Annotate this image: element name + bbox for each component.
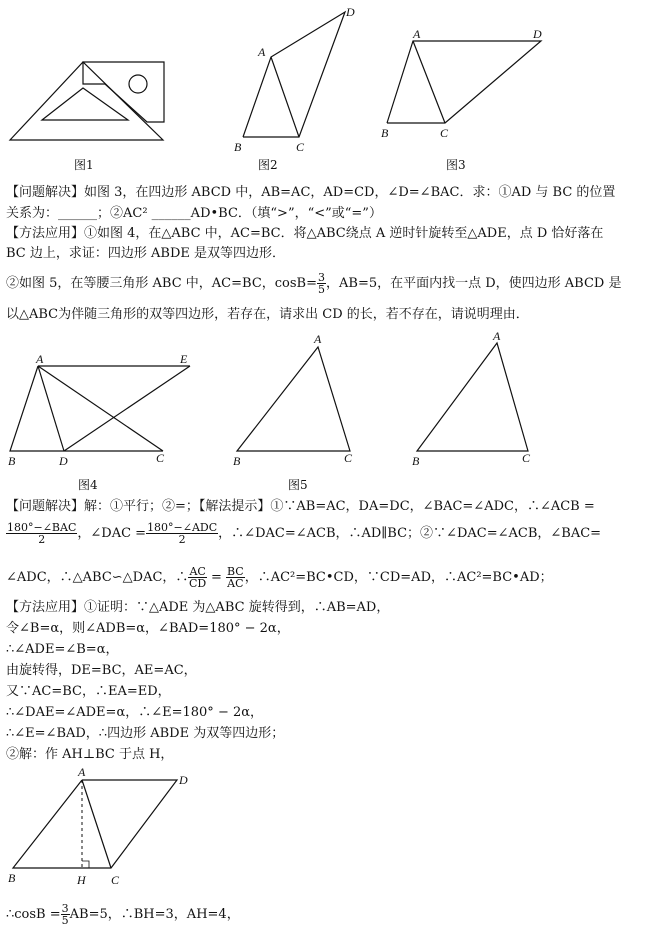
proof-line-2: 令∠B=α，则∠ADB=α，∠BAD=180° − 2α， — [6, 621, 290, 636]
proof-line-6: ∴∠DAE=∠ADE=α，∴∠E=180° − 2α， — [6, 705, 264, 720]
solution-line-3: ∠ADC，∴△ABC∽△DAC，∴ $\frac{AC}{CD}$ = $\frac{BC}{AC}$ ，∴AC²=BC•CD，∵CD=AD，∴AC²=BC•AD； — [6, 565, 553, 590]
fig4-label-a: A — [36, 352, 44, 366]
proof-line-1: 【方法应用】①证明：∵△ADE 为△ABC 旋转得到，∴AB=AD， — [6, 600, 390, 615]
proof-line-5: 又∵AC=BC，∴EA=ED， — [6, 684, 171, 699]
fig5b-label-a: A — [493, 329, 501, 343]
problem-line-5-pre: ②如图 5，在等腰三角形 ABC 中，AC=BC，cosB= — [6, 276, 317, 291]
fig4-label-c: C — [156, 451, 165, 465]
problem-line-5-post: ，AB=5，在平面内找一点 D，使四边形 ABCD 是 — [326, 276, 622, 291]
solution-line-2: $\frac{\text{180°−∠BAC}}{2}$ ，∠DAC = $\frac{\text{180°−∠ADC}}{2}$ ，∴∠DAC=∠ACB，∴AD∥BC；②∵∠DAC=∠ACB，∠BAC= — [7, 521, 602, 546]
last-cos-fraction: $\frac{3}{5}$ — [61, 902, 69, 927]
fig3-label-b: B — [381, 126, 389, 140]
proof-line-7: ∴∠E=∠BAD，∴四边形 ABDE 为双等四边形； — [6, 726, 285, 741]
solution-line-1: 【问题解决】解：①平行；②=；【解法提示】①∵AB=AC，DA=DC，∠BAC=∠ADC，∴∠ACB = — [6, 499, 595, 514]
fig5b-label-c: C — [522, 451, 531, 465]
fig6-label-d: D — [179, 773, 188, 787]
cos-fraction: $\frac{3}{5}$ — [318, 271, 325, 296]
figure-5-caption: 图5 — [288, 478, 308, 492]
problem-line-4: BC 边上，求证：四边形 ABDE 是双等四边形． — [6, 246, 285, 261]
fig5a-label-a: A — [314, 332, 322, 346]
figure-4-caption: 图4 — [78, 478, 98, 492]
fig2-label-c: C — [296, 140, 305, 154]
fig6-label-b: B — [8, 871, 16, 885]
fig4-label-e: E — [180, 352, 188, 366]
fig5a-label-c: C — [344, 451, 353, 465]
fig2-label-b: B — [234, 140, 242, 154]
fraction-dac: $\frac{\text{180°−∠ADC}}{2}$ — [147, 521, 218, 546]
figure-2-caption: 图2 — [258, 158, 278, 172]
fig3-label-d: D — [533, 27, 542, 41]
figure-1-caption: 图1 — [74, 158, 94, 172]
problem-line-1: 【问题解决】如图 3，在四边形 ABCD 中，AB=AC，AD=CD，∠D=∠BAC．求：①AD 与 BC 的位置 — [6, 185, 616, 200]
fig2-label-d: D — [346, 5, 355, 19]
problem-line-3: 【方法应用】①如图 4，在△ABC 中，AC=BC．将△ABC绕点 A 逆时针旋转至△ADE，点 D 恰好落在 — [6, 226, 604, 241]
fig4-label-b: B — [8, 454, 16, 468]
fraction-bc-ac: $\frac{BC}{AC}$ — [226, 565, 244, 590]
fig6-label-c: C — [111, 873, 120, 887]
fig2-label-a: A — [258, 45, 266, 59]
fig3-label-a: A — [413, 27, 421, 41]
fig3-label-c: C — [440, 126, 449, 140]
problem-line-2: 关系为：______；②AC² ______AD•BC．（填“>”，“<”或“=”） — [6, 206, 382, 221]
proof-line-8: ②解：作 AH⊥BC 于点 H， — [6, 747, 174, 762]
fig4-label-d: D — [59, 454, 68, 468]
fig5b-label-b: B — [412, 454, 420, 468]
problem-line-6: 以△ABC为伴随三角形的双等四边形，若存在，请求出 CD 的长，若不存在，请说明理由． — [6, 307, 529, 322]
fraction-ac-cd: $\frac{AC}{CD}$ — [189, 565, 207, 590]
proof-line-4: 由旋转得，DE=BC，AE=AC， — [6, 663, 197, 678]
fig6-label-h: H — [77, 873, 86, 887]
figure-3-caption: 图3 — [446, 158, 466, 172]
fig5a-label-b: B — [233, 454, 241, 468]
fig6-label-a: A — [78, 765, 86, 779]
proof-line-3: ∴∠ADE=∠B=α， — [6, 642, 119, 657]
fraction-acb: $\frac{\text{180°−∠BAC}}{2}$ — [7, 521, 77, 546]
last-line: ∴cosB = $\frac{3}{5}$ AB=5，∴BH=3，AH=4， — [6, 902, 240, 927]
